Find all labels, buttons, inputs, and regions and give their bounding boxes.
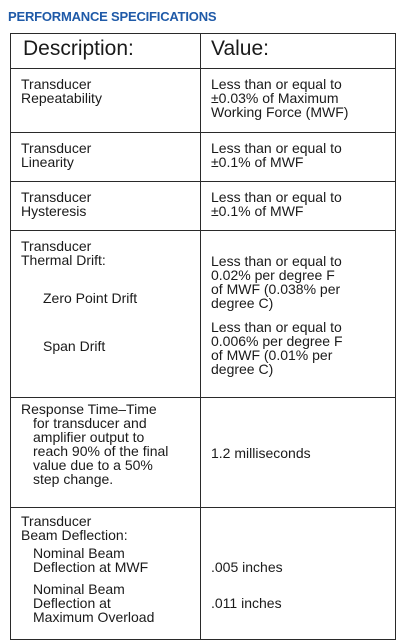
- linearity-description: [11, 133, 201, 182]
- desc-line: amplifier output to: [33, 429, 145, 445]
- overload-deflection-value: .011 inches: [211, 595, 282, 611]
- table-row-response-time: [11, 398, 396, 508]
- desc-line: value due to a 50%: [33, 457, 153, 473]
- table-row-linearity: [11, 133, 396, 182]
- desc-line: Transducer: [21, 513, 92, 529]
- hysteresis-value: [201, 182, 396, 231]
- value-line: ±0.03% of Maximum: [211, 90, 339, 106]
- nominal-deflection-value: .005 inches: [211, 559, 283, 575]
- desc-line: Transducer: [21, 140, 92, 156]
- repeatability-description: [11, 69, 201, 133]
- response-time-value: [201, 398, 396, 508]
- zero-point-drift-label: Zero Point Drift: [43, 290, 138, 306]
- value-line: Less than or equal to: [211, 189, 342, 205]
- desc-line: Hysteresis: [21, 203, 87, 219]
- description-column-header: Description:: [11, 34, 201, 69]
- value-line: ±0.1% of MWF: [211, 154, 304, 170]
- hysteresis-description: [11, 182, 201, 231]
- linearity-value: [201, 133, 396, 182]
- value-line: degree C): [211, 361, 274, 377]
- section-heading: PERFORMANCE SPECIFICATIONS: [8, 9, 217, 24]
- value-line: 0.02% per degree F: [211, 267, 335, 283]
- span-drift-label: Span Drift: [43, 338, 106, 354]
- value-line: 1.2 milliseconds: [211, 444, 311, 461]
- desc-line: Transducer: [21, 76, 92, 92]
- overload-deflection-label: Maximum Overload: [33, 609, 155, 625]
- desc-line: Transducer: [21, 238, 92, 254]
- value-line: degree C): [211, 295, 274, 311]
- table-row-repeatability: [11, 69, 396, 133]
- thermal-drift-value: [201, 231, 396, 398]
- performance-spec-table: [10, 33, 396, 640]
- value-line: 0.006% per degree F: [211, 333, 343, 349]
- response-time-description: [11, 398, 201, 508]
- value-line: of MWF (0.038% per: [211, 281, 341, 297]
- value-line: Working Force (MWF): [211, 104, 349, 120]
- value-line: Less than or equal to: [211, 140, 342, 156]
- desc-line: Beam Deflection:: [21, 527, 128, 543]
- table-header-row: [11, 34, 396, 69]
- desc-line: reach 90% of the final: [33, 443, 169, 459]
- nominal-deflection-label: Deflection at MWF: [33, 559, 149, 575]
- value-line: of MWF (0.01% per: [211, 347, 333, 363]
- beam-deflection-description: [11, 508, 201, 640]
- nominal-deflection-label: Nominal Beam: [33, 545, 125, 561]
- desc-line: Linearity: [21, 154, 74, 170]
- value-line: ±0.1% of MWF: [211, 203, 304, 219]
- desc-line: Repeatability: [21, 90, 102, 106]
- desc-line: Response Time–Time: [21, 401, 157, 417]
- thermal-drift-description: [11, 231, 201, 398]
- desc-line: step change.: [33, 471, 114, 487]
- value-line: Less than or equal to: [211, 319, 342, 335]
- desc-line: Transducer: [21, 189, 92, 205]
- value-column-header: Value:: [201, 34, 396, 69]
- overload-deflection-label: Nominal Beam: [33, 581, 125, 597]
- value-line: Less than or equal to: [211, 76, 342, 92]
- beam-deflection-value: [201, 508, 396, 640]
- desc-line: for transducer and: [33, 415, 147, 431]
- desc-line: Thermal Drift:: [21, 252, 106, 268]
- value-line: Less than or equal to: [211, 253, 342, 269]
- repeatability-value: [201, 69, 396, 133]
- table-row-beam-deflection: [11, 508, 396, 640]
- table-row-thermal-drift: [11, 231, 396, 398]
- overload-deflection-label: Deflection at: [33, 595, 111, 611]
- table-row-hysteresis: [11, 182, 396, 231]
